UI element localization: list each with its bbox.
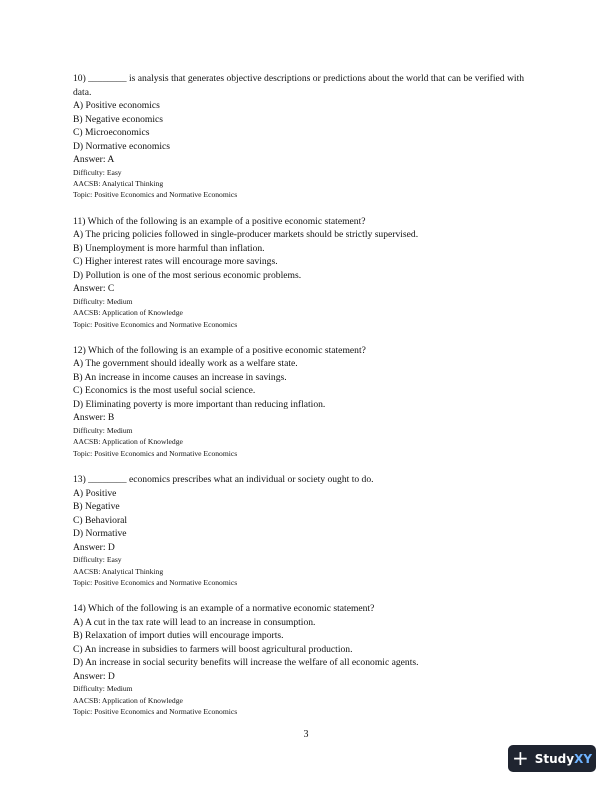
option-a: A) The government should ideally work as a welfare state. [73, 358, 298, 370]
question-12 [73, 344, 543, 459]
topic-line: Topic: Positive Economics and Normative Economics [73, 319, 238, 329]
question-14 [73, 602, 543, 717]
topic-line: Topic: Positive Economics and Normative Economics [73, 448, 238, 458]
option-a: A) Positive economics [73, 100, 160, 111]
aacsb-line: AACSB: Analytical Thinking [73, 178, 164, 188]
difficulty-line: Difficulty: Medium [73, 684, 133, 694]
topic-line: Topic: Positive Economics and Normative Economics [73, 577, 238, 587]
option-d: D) Eliminating poverty is more important than reducing inflation. [73, 398, 326, 410]
option-d: D) Normative economics [73, 140, 170, 152]
aacsb-line: AACSB: Application of Knowledge [73, 695, 183, 705]
option-c: C) Higher interest rates will encourage more savings. [73, 256, 278, 268]
question-stem: 12) Which of the following is an example of a positive economic statement? [73, 344, 366, 356]
option-d: D) Pollution is one of the most serious economic problems. [73, 269, 302, 281]
answer-line: Answer: A [73, 154, 115, 165]
topic-line: Topic: Positive Economics and Normative Economics [73, 707, 238, 717]
option-c: C) Microeconomics [73, 127, 150, 138]
option-b: B) Negative economics [73, 113, 164, 125]
document-page [73, 72, 543, 732]
question-stem: 11) Which of the following is an example of a positive economic statement? [73, 215, 366, 227]
option-d: D) An increase in social security benefits will increase the welfare of all economic agents. [73, 657, 419, 669]
aacsb-line: AACSB: Analytical Thinking [73, 566, 164, 576]
page-number: 3 [303, 729, 309, 740]
question-13 [73, 473, 543, 588]
brand-wordmark [535, 752, 592, 766]
option-c: C) Behavioral [73, 514, 128, 526]
brand-accent: XY [574, 751, 593, 766]
option-b: B) Unemployment is more harmful than inflation. [73, 242, 265, 254]
difficulty-line: Difficulty: Easy [73, 167, 122, 177]
option-b: B) Negative [73, 501, 120, 513]
question-stem: 10) ________ is analysis that generates objective descriptions or predictions about the world that can be verified with data. [73, 73, 525, 98]
answer-line: Answer: D [73, 670, 115, 682]
aacsb-line: AACSB: Application of Knowledge [73, 308, 183, 318]
option-c: C) An increase in subsidies to farmers will boost agricultural production. [73, 643, 353, 655]
difficulty-line: Difficulty: Medium [73, 296, 133, 306]
difficulty-line: Difficulty: Medium [73, 425, 133, 435]
plus-icon: + [511, 745, 529, 770]
question-11 [73, 215, 543, 330]
option-c: C) Economics is the most useful social science. [73, 385, 256, 397]
question-10 [73, 72, 543, 201]
option-b: B) An increase in income causes an increase in savings. [73, 371, 287, 383]
question-stem: 13) ________ economics prescribes what an individual or society ought to do. [73, 474, 374, 486]
answer-line: Answer: C [73, 283, 115, 295]
answer-line: Answer: B [73, 412, 115, 424]
brand-main: Study [534, 751, 575, 766]
option-a: A) A cut in the tax rate will lead to an increase in consumption. [73, 616, 316, 628]
answer-line: Answer: D [73, 541, 115, 553]
aacsb-line: AACSB: Application of Knowledge [73, 437, 183, 447]
question-stem: 14) Which of the following is an example of a normative economic statement? [73, 603, 375, 615]
option-b: B) Relaxation of import duties will encourage imports. [73, 630, 284, 642]
option-a: A) Positive [73, 487, 117, 499]
difficulty-line: Difficulty: Easy [73, 555, 122, 565]
option-a: A) The pricing policies followed in single-producer markets should be strictly supervised. [73, 229, 419, 241]
option-d: D) Normative [73, 528, 127, 540]
topic-line: Topic: Positive Economics and Normative Economics [73, 190, 238, 200]
studyxy-badge[interactable] [508, 745, 596, 772]
